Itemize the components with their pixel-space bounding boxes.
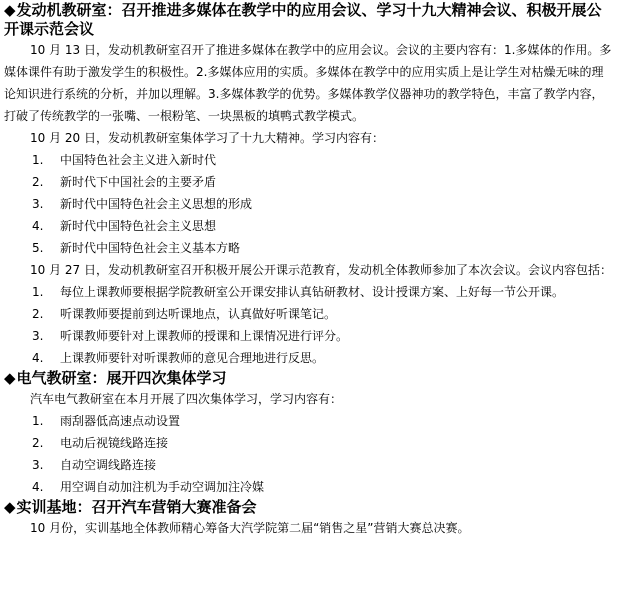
- list-text: 新时代下中国社会的主要矛盾: [60, 175, 217, 189]
- list-text: 听课教师要针对上课教师的授课和上课情况进行评分。: [60, 329, 349, 343]
- list-text: 电动后视镜线路连接: [60, 436, 169, 450]
- list-number: 4.: [32, 219, 44, 233]
- list-text: 中国特色社会主义进入新时代: [60, 153, 217, 167]
- list-text: 用空调自动加注机为手动空调加注冷媒: [60, 480, 265, 494]
- list-item: [4, 347, 615, 369]
- section-heading: [4, 498, 615, 517]
- paragraph: 10 月 20 日，发动机教研室集体学习了十九大精神。学习内容有：: [30, 131, 384, 145]
- study-list: [4, 149, 615, 259]
- study-list: [4, 410, 615, 498]
- section-heading: [4, 369, 615, 388]
- section-engine-lab: [4, 0, 615, 369]
- list-number: 4.: [32, 480, 44, 494]
- list-text: 新时代中国特色社会主义基本方略: [60, 241, 241, 255]
- list-text: 自动空调线路连接: [60, 458, 157, 472]
- list-number: 1.: [32, 414, 44, 428]
- section-title: 电气教研室：展开四次集体学习: [16, 369, 227, 387]
- paragraph: 10 月 13 日，发动机教研室召开了推进多媒体在教学中的应用会议。会议的主要内容有：1.多媒体的作用。多媒体课件有助于激发学生的积极性。2.多媒体应用的实质。多媒体在教学中的应用实质上是让学生对枯燥无味的理论知识进行系统的分析，并加以理解。3.多媒体教学的优势。多媒体教学仪器神功的教学特色，丰富了教学内容，打破了传统教学的一张嘴、一根粉笔、一块黑板的填鸭式教学模式。: [4, 43, 612, 123]
- list-text: 新时代中国特色社会主义思想的形成: [60, 197, 253, 211]
- diamond-bullet-icon: ◆: [4, 498, 16, 516]
- section-electrical-lab: [4, 369, 615, 498]
- diamond-bullet-icon: ◆: [4, 1, 16, 19]
- section-title: 发动机教研室：召开推进多媒体在教学中的应用会议、学习十九大精神会议、积极开展公开课示范会议: [4, 1, 602, 38]
- list-number: 1.: [32, 285, 44, 299]
- list-item: [4, 193, 615, 215]
- list-item: [4, 325, 615, 347]
- list-number: 1.: [32, 153, 44, 167]
- list-text: 新时代中国特色社会主义思想: [60, 219, 217, 233]
- list-item: [4, 410, 615, 432]
- paragraph: 10 月份，实训基地全体教师精心筹备大汽学院第二届“销售之星”营销大赛总决赛。: [30, 521, 470, 535]
- list-number: 5.: [32, 241, 44, 255]
- list-item: [4, 432, 615, 454]
- section-title: 实训基地：召开汽车营销大赛准备会: [16, 498, 257, 516]
- list-item: [4, 215, 615, 237]
- list-number: 2.: [32, 436, 44, 450]
- section-training-base: [4, 498, 615, 539]
- list-number: 2.: [32, 307, 44, 321]
- list-text: 雨刮器低高速点动设置: [60, 414, 181, 428]
- list-item: [4, 454, 615, 476]
- list-item: [4, 171, 615, 193]
- list-number: 3.: [32, 329, 44, 343]
- list-item: [4, 237, 615, 259]
- list-item: [4, 303, 615, 325]
- meeting-list: [4, 281, 615, 369]
- paragraph: 汽车电气教研室在本月开展了四次集体学习，学习内容有：: [30, 392, 343, 406]
- diamond-bullet-icon: ◆: [4, 369, 16, 387]
- list-number: 3.: [32, 197, 44, 211]
- list-number: 4.: [32, 351, 44, 365]
- list-text: 上课教师要针对听课教师的意见合理地进行反思。: [60, 351, 325, 365]
- list-text: 每位上课教师要根据学院教研室公开课安排认真钻研教材、设计授课方案、上好每一节公开课。: [60, 285, 565, 299]
- section-heading: [4, 0, 615, 39]
- list-number: 2.: [32, 175, 44, 189]
- list-item: [4, 281, 615, 303]
- list-item: [4, 149, 615, 171]
- list-text: 听课教师要提前到达听课地点，认真做好听课笔记。: [60, 307, 337, 321]
- list-number: 3.: [32, 458, 44, 472]
- paragraph: 10 月 27 日，发动机教研室召开积极开展公开课示范教育，发动机全体教师参加了本次会议。会议内容包括：: [30, 263, 612, 277]
- list-item: [4, 476, 615, 498]
